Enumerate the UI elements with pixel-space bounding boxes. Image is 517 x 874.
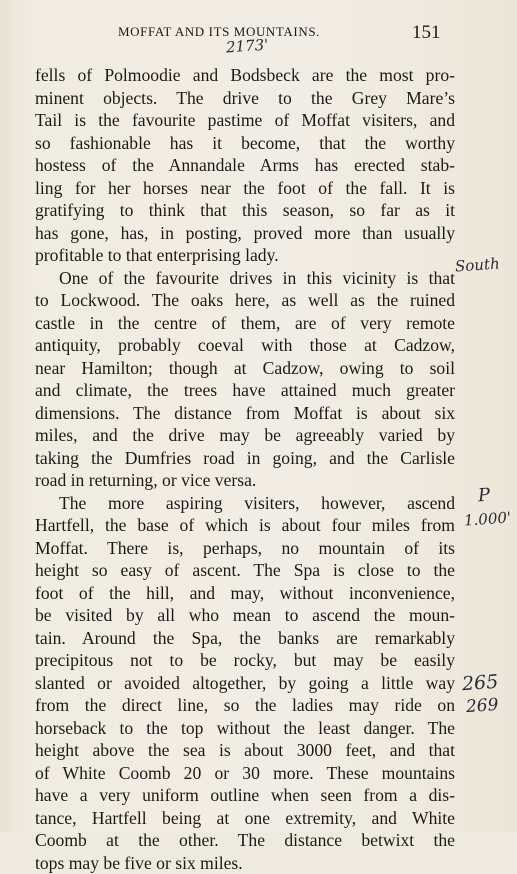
text-line: road in returning, or vice versa.	[35, 469, 455, 492]
text-line: tance, Hartfell being at one extremity, and White	[35, 807, 455, 830]
text-line: has gone, has, in posting, proved more than usually	[35, 222, 455, 245]
text-line: fells of Polmoodie and Bodsbeck are the most pro-	[35, 64, 455, 87]
text-line: and climate, the trees have attained much greater	[35, 379, 455, 402]
text-line: taking the Dumfries road in going, and the Carlisle	[35, 447, 455, 470]
text-line: horseback to the top without the least danger. The	[35, 717, 455, 740]
text-line: castle in the centre of them, are of very remote	[35, 312, 455, 335]
text-line: antiquity, probably coeval with those at Cadzow,	[35, 334, 455, 357]
text-line: of White Coomb 20 or 30 more. These mountains	[35, 762, 455, 785]
text-line: be visited by all who mean to ascend the moun-	[35, 604, 455, 627]
text-line: have a very uniform outline when seen from a dis-	[35, 784, 455, 807]
body-text	[35, 64, 455, 874]
text-line: so fashionable has it become, that the worthy	[35, 132, 455, 155]
text-line: Hartfell, the base of which is about four miles from	[35, 514, 455, 537]
handwritten-note-height: 1.000'	[463, 508, 511, 529]
handwritten-note-south: South	[454, 254, 500, 275]
text-line: ling for her horses near the foot of the fall. It is	[35, 177, 455, 200]
text-line: The more aspiring visiters, however, ascend	[35, 492, 455, 515]
text-line: miles, and the drive may be agreeably varied by	[35, 424, 455, 447]
text-line: tain. Around the Spa, the banks are remarkably	[35, 627, 455, 650]
page-number: 151	[412, 22, 441, 44]
text-line: near Hamilton; though at Cadzow, owing to soil	[35, 357, 455, 380]
text-line: height so easy of ascent. The Spa is close to the	[35, 559, 455, 582]
text-line: profitable to that enterprising lady.	[35, 244, 455, 267]
text-line: gratifying to think that this season, so far as it	[35, 199, 455, 222]
text-line: Moffat. There is, perhaps, no mountain of its	[35, 537, 455, 560]
handwritten-note-265: 265	[461, 671, 499, 695]
text-line: dimensions. The distance from Moffat is about six	[35, 402, 455, 425]
text-line: Coomb at the other. The distance betwixt the	[35, 829, 455, 852]
handwritten-note-269: 269	[465, 695, 499, 717]
handwritten-note-p: P	[477, 485, 491, 507]
text-line: from the direct line, so the ladies may ride on	[35, 694, 455, 717]
text-line: minent objects. The drive to the Grey Mare’s	[35, 87, 455, 110]
text-line: tops may be five or six miles.	[35, 852, 455, 874]
text-line: hostess of the Annandale Arms has erected stab-	[35, 154, 455, 177]
text-line: slanted or avoided altogether, by going a little way	[35, 672, 455, 695]
text-line: foot of the hill, and may, without inconvenience,	[35, 582, 455, 605]
text-line: Tail is the favourite pastime of Moffat visiters, and	[35, 109, 455, 132]
handwritten-note-top: 2173'	[225, 36, 268, 57]
text-line: to Lockwood. The oaks here, as well as the ruined	[35, 289, 455, 312]
text-line: One of the favourite drives in this vicinity is that	[35, 267, 455, 290]
text-line: precipitous not to be rocky, but may be easily	[35, 649, 455, 672]
text-line: height above the sea is about 3000 feet, and that	[35, 739, 455, 762]
running-title: MOFFAT AND ITS MOUNTAINS.	[118, 24, 320, 40]
